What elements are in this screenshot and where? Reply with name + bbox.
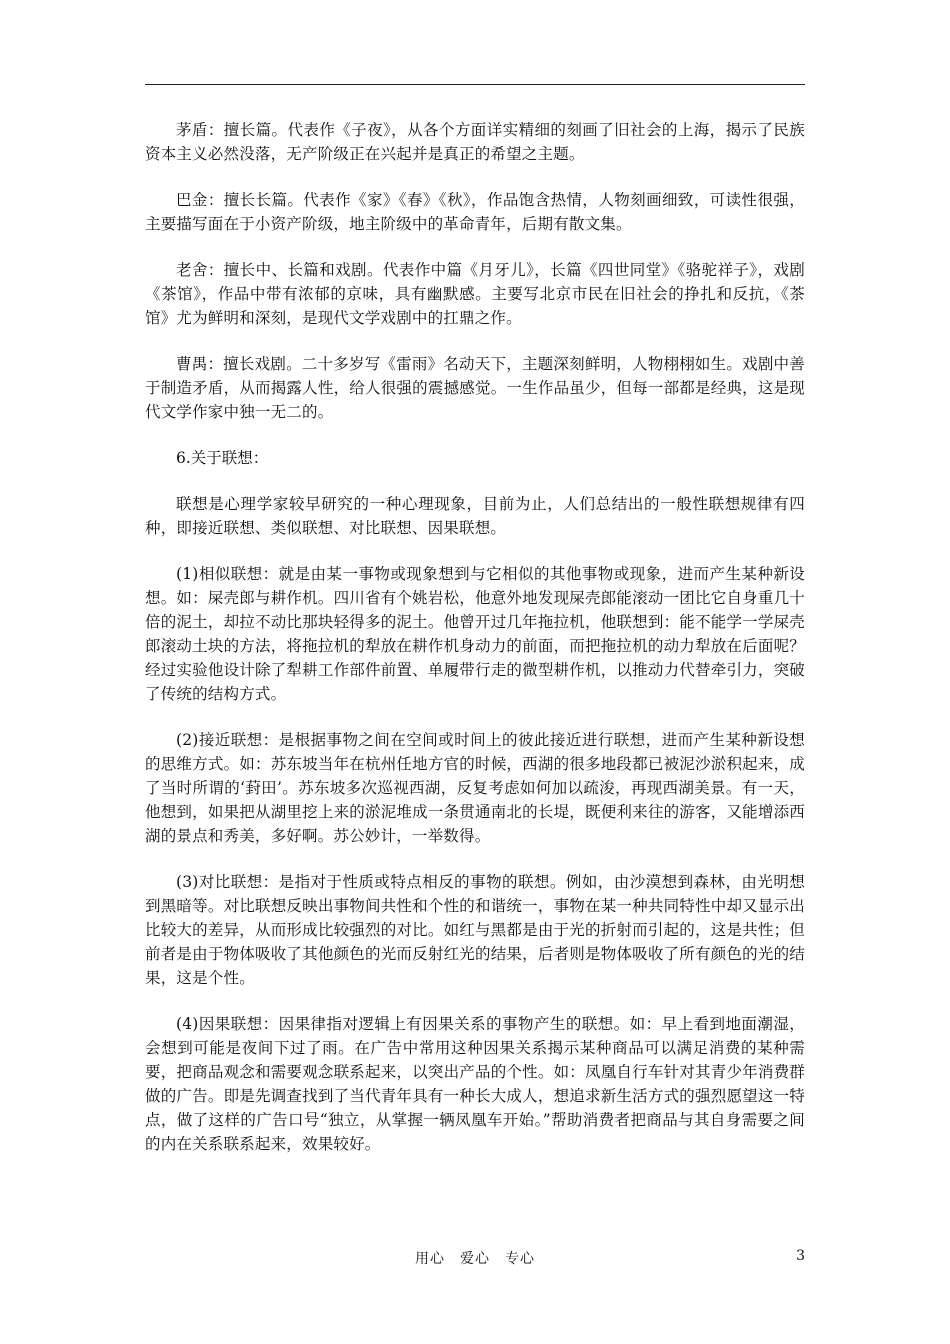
footer-motto: 用心 爱心 专心 [415,1251,535,1267]
paragraph-ba-jin: 巴金：擅长长篇。代表作《家》《春》《秋》，作品饱含热情，人物刻画细致，可读性很强，主要描写面在于小资产阶级，地主阶级中的革命青年，后期有散文集。 [145,191,805,233]
page-number: 3 [796,1248,805,1264]
paragraph-causal-association: (4)因果联想：因果律指对逻辑上有因果关系的事物产生的联想。如：早上看到地面潮湿，会想到可能是夜间下过了雨。在广告中常用这种因果关系揭示某种商品可以满足消费的某种需要，把商品观念和需要观念联系起来，以突出产品的个性。如：凤凰自行车针对其青少年消费群做的广告。即是先调查找到了当代青年具有一种长大成人，想追求新生活方式的强烈愿望这一特点，做了这样的广告口号“独立，从掌握一辆凤凰车开始。”帮助消费者把商品与其自身需要之间的内在关系联系起来，效果较好。 [145,1015,805,1153]
document-body [145,118,805,1178]
paragraph-association-intro: 联想是心理学家较早研究的一种心理现象，目前为止，人们总结出的一般性联想规律有四种，即接近联想、类似联想、对比联想、因果联想。 [145,495,805,537]
paragraph-mao-dun: 茅盾：擅长篇。代表作《子夜》，从各个方面详实精细的刻画了旧社会的上海，揭示了民族资本主义必然没落，无产阶级正在兴起并是真正的希望之主题。 [145,121,805,163]
paragraph-lao-she: 老舍：擅长中、长篇和戏剧。代表作中篇《月牙儿》，长篇《四世同堂》《骆驼祥子》，戏剧《茶馆》，作品中带有浓郁的京味，具有幽默感。主要写北京市民在旧社会的挣扎和反抗，《茶馆》尤为鲜明和深刻，是现代文学戏剧中的扛鼎之作。 [145,261,805,327]
paragraph-cao-yu: 曹禺：擅长戏剧。二十多岁写《雷雨》名动天下，主题深刻鲜明，人物栩栩如生。戏剧中善于制造矛盾，从而揭露人性，给人很强的震撼感觉。一生作品虽少，但每一部都是经典，这是现代文学作家中独一无二的。 [145,355,805,421]
paragraph-similar-association: (1)相似联想：就是由某一事物或现象想到与它相似的其他事物或现象，进而产生某种新设想。如：屎壳郎与耕作机。四川省有个姚岩松，他意外地发现屎壳郎能滚动一团比它自身重几十倍的泥土，却拉不动比那块轻得多的泥土。他曾开过几年拖拉机，他联想到：能不能学一学屎壳郎滚动土块的方法，将拖拉机的犁放在耕作机身动力的前面，而把拖拉机的动力犁放在后面呢？经过实验他设计除了犁耕工作部件前置、单履带行走的微型耕作机，以推动力代替牵引力，突破了传统的结构方式。 [145,565,805,703]
paragraph-contrast-association: (3)对比联想：是指对于性质或特点相反的事物的联想。例如，由沙漠想到森林，由光明想到黑暗等。对比联想反映出事物间共性和个性的和谐统一，事物在某一种共同特性中却又显示出比较大的差异，从而形成比较强烈的对比。如红与黑都是由于光的折射而引起的，这是共性；但前者是由于物体吸收了其他颜色的光而反射红光的结果，后者则是物体吸收了所有颜色的光的结果，这是个性。 [145,873,805,987]
section-heading: 6.关于联想： [176,449,269,467]
paragraph-proximity-association: (2)接近联想：是根据事物之间在空间或时间上的彼此接近进行联想，进而产生某种新设想的思维方式。如：苏东坡当年在杭州任地方官的时候，西湖的很多地段都已被泥沙淤积起来，成了当时所谓的‘葑田’。苏东坡多次巡视西湖，反复考虑如何加以疏浚，再现西湖美景。有一天，他想到，如果把从湖里挖上来的淤泥堆成一条贯通南北的长堤，既便利来往的游客，又能增添西湖的景点和秀美，多好啊。苏公妙计，一举数得。 [145,731,805,845]
header-rule [145,84,805,85]
